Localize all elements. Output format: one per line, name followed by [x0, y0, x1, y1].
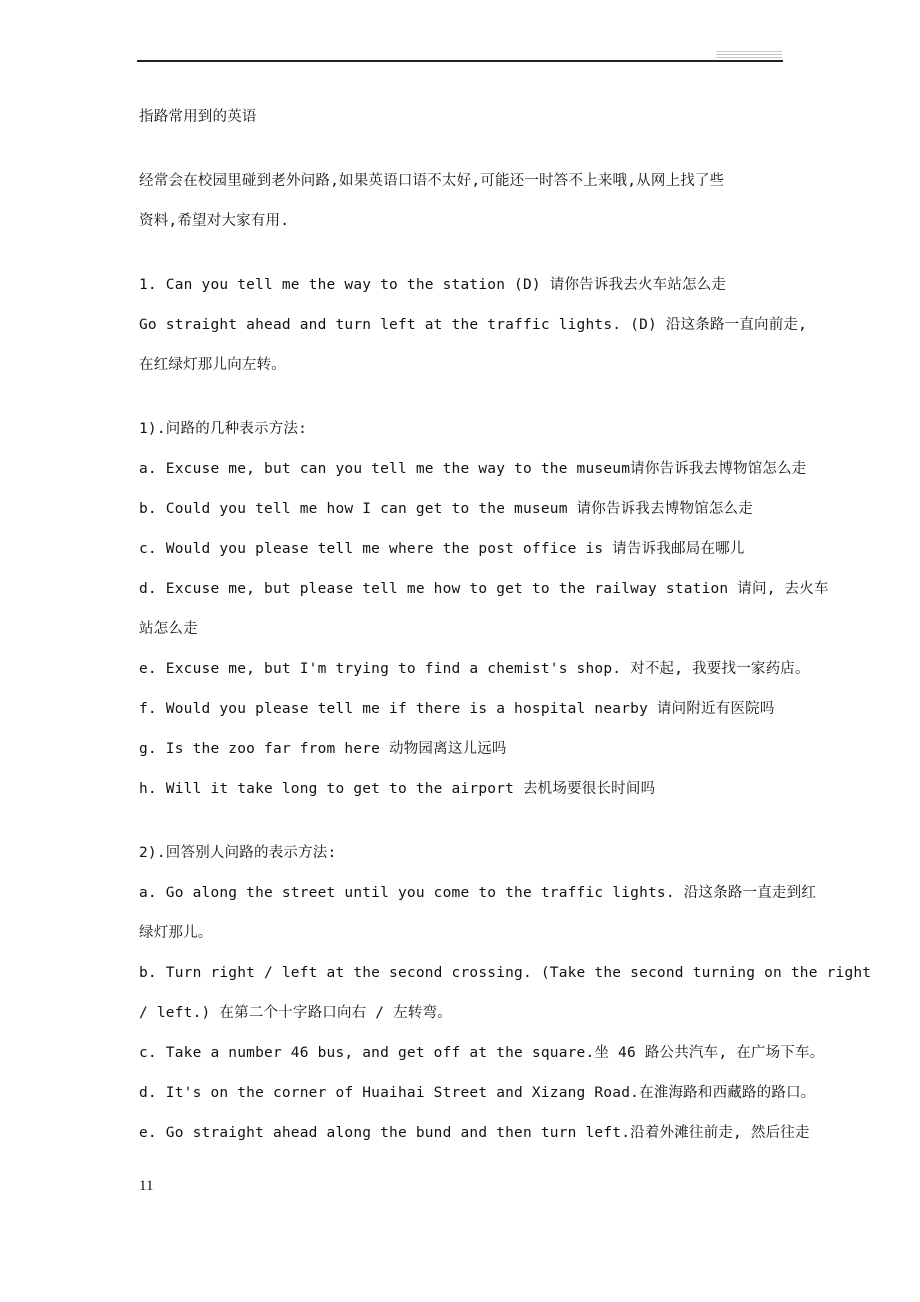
asking-item: c. Would you please tell me where the post office is 请告诉我邮局在哪儿 — [139, 541, 745, 557]
paragraph-gap — [139, 142, 819, 166]
answering-item: d. It's on the corner of Huaihai Street and Xizang Road.在淮海路和西藏路的路口。 — [139, 1085, 816, 1101]
paragraph-gap — [139, 390, 819, 414]
page-number: 11 — [139, 1178, 154, 1194]
intro-line: 资料,希望对大家有用. — [139, 213, 290, 229]
asking-item: e. Excuse me, but I'm trying to find a chemist's shop. 对不起, 我要找一家药店。 — [139, 661, 810, 677]
asking-item: b. Could you tell me how I can get to the museum 请你告诉我去博物馆怎么走 — [139, 501, 753, 517]
header-watermark — [716, 51, 782, 58]
document-body — [139, 102, 872, 1158]
answering-item: e. Go straight ahead along the bund and then turn left.沿着外滩往前走, 然后往走 — [139, 1125, 810, 1141]
asking-item: f. Would you please tell me if there is a hospital nearby 请问附近有医院吗 — [139, 701, 775, 717]
answering-item: 绿灯那儿。 — [139, 925, 213, 941]
asking-item: 站怎么走 — [139, 621, 198, 637]
header-rule — [137, 60, 783, 62]
answering-item: / left.) 在第二个十字路口向右 / 左转弯。 — [139, 1005, 452, 1021]
answering-item: b. Turn right / left at the second crossing. (Take the second turning on the right — [139, 965, 872, 981]
asking-item: h. Will it take long to get to the airport 去机场要很长时间吗 — [139, 781, 656, 797]
asking-item: a. Excuse me, but can you tell me the way to the museum请你告诉我去博物馆怎么走 — [139, 461, 807, 477]
example-line: Go straight ahead and turn left at the traffic lights. (D) 沿这条路一直向前走, — [139, 317, 808, 333]
section-heading-answering: 2).回答别人问路的表示方法: — [139, 845, 337, 861]
paragraph-gap — [139, 246, 819, 270]
example-line: 1. Can you tell me the way to the station (D) 请你告诉我去火车站怎么走 — [139, 277, 727, 293]
asking-item: g. Is the zoo far from here 动物园离这儿远吗 — [139, 741, 507, 757]
answering-item: a. Go along the street until you come to the traffic lights. 沿这条路一直走到红 — [139, 885, 817, 901]
answering-item: c. Take a number 46 bus, and get off at the square.坐 46 路公共汽车, 在广场下车。 — [139, 1045, 825, 1061]
document-title: 指路常用到的英语 — [139, 109, 257, 125]
asking-item: d. Excuse me, but please tell me how to get to the railway station 请问, 去火车 — [139, 581, 829, 597]
section-heading-asking: 1).问路的几种表示方法: — [139, 421, 308, 437]
example-line: 在红绿灯那儿向左转。 — [139, 357, 286, 373]
paragraph-gap — [139, 814, 819, 838]
intro-line: 经常会在校园里碰到老外问路,如果英语口语不太好,可能还一时答不上来哦,从网上找了些 — [139, 173, 725, 189]
